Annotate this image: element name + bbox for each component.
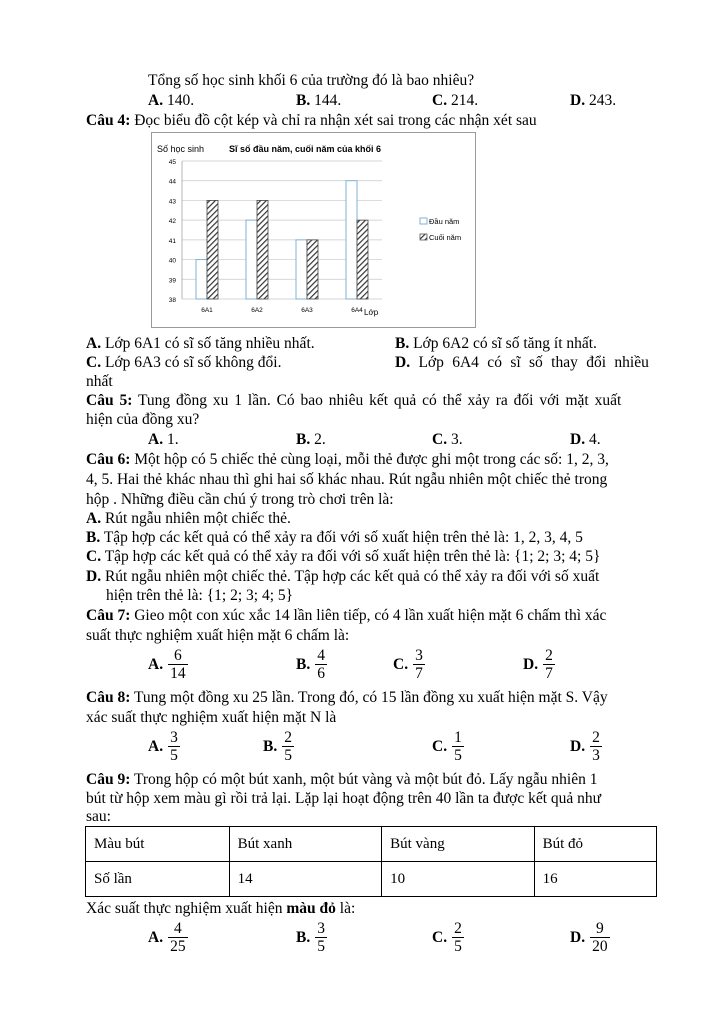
table-cell: Bút đỏ [534,827,656,862]
q6-question-line2: 4, 5. Hai thẻ khác nhau thì ghi hai số khác nhau. Rút ngẫu nhiên một chiếc thẻ trong [86,471,608,488]
q9-option-b: B. $\frac{3}{5}$ [296,920,325,955]
bar-cuoi-nam-6A4 [357,220,368,299]
q8-option-d: D. $\frac{2}{3}$ [570,729,600,764]
q8-question-line2: xác suất thực nghiệm xuất hiện mặt N là [86,709,337,726]
q9-question-line2: bút từ hộp xem màu gì rồi trả lại. Lặp lại hoạt động trên 40 lần ta được kết quả như [86,790,602,807]
q5-option-a: A. 1. [148,431,179,448]
q6-option-d: D. Rút ngẫu nhiên một chiếc thẻ. Tập hợp các kết quả có thể xảy ra đối với số xuất [86,568,600,585]
q9-option-c: C. $\frac{2}{5}$ [432,920,462,955]
q4-option-b: B. Lớp 6A2 có sĩ số tăng ít nhất. [395,335,597,352]
x-tick-label: 6A3 [301,307,313,314]
bar-dau-nam-6A3 [296,240,307,299]
q7-option-c: C. $\frac{3}{7}$ [393,647,423,682]
q3-option-b: B. 144. [296,92,342,109]
y-tick-label: 41 [168,237,176,245]
chart-ylabel: Số học sinh [157,144,205,154]
q9-prompt: Xác suất thực nghiệm xuất hiện màu đỏ là: [86,900,356,917]
bar-dau-nam-6A2 [246,220,257,299]
table-cell: Màu bút [86,827,230,862]
q3-option-a: A. 140. [148,92,195,109]
legend-swatch-cuoi-nam [420,234,427,240]
chart-svg [152,133,475,327]
bar-dau-nam-6A1 [196,260,207,299]
q6-question-line3: hộp . Những điều cần chú ý trong trò chơi trên là: [86,491,394,508]
q9-option-d: D. $\frac{9}{20}$ [570,920,608,955]
q5-question-line2: hiện của đồng xu? [86,411,200,428]
chart-title: Sĩ số đầu năm, cuối năm của khối 6 [229,144,382,154]
y-tick-label: 44 [168,178,176,186]
table-cell: 16 [534,862,656,897]
q5-option-c: C. 3. [432,431,463,448]
q6-option-d-cont: hiện trên thẻ là: {1; 2; 3; 4; 5} [106,587,294,604]
y-tick-label: 40 [168,257,176,265]
q4-option-a: A. Lớp 6A1 có sĩ số tăng nhiều nhất. [86,335,315,352]
q9-question-line3: sau: [86,808,111,825]
table-cell: 14 [229,862,382,897]
q9-option-a: A. $\frac{4}{25}$ [148,920,186,955]
x-tick-label: 6A4 [351,307,363,314]
q8-option-b: B. $\frac{2}{5}$ [263,729,292,764]
q9-table [85,826,657,897]
q7-question-line2: suất thực nghiệm xuất hiện mặt 6 chấm là: [86,627,350,644]
x-tick-label: 6A1 [201,307,213,314]
table-cell: Bút xanh [229,827,382,862]
q3-question-tail: Tổng số học sinh khối 6 của trường đó là bao nhiêu? [148,72,475,89]
y-tick-label: 38 [168,297,176,304]
q8-option-c: C. $\frac{1}{5}$ [432,729,462,764]
x-tick-label: 6A2 [251,307,263,314]
q6-option-c: C. Tập hợp các kết quả có thể xảy ra đối với số xuất hiện trên thẻ là: {1; 2; 3; 4; 5} [86,548,601,565]
q7-option-b: B. $\frac{4}{6}$ [296,647,325,682]
bar-cuoi-nam-6A1 [207,200,218,299]
table-cell: 10 [382,862,535,897]
y-tick-label: 39 [168,277,176,285]
q5-option-b: B. 2. [296,431,326,448]
q4-option-d: D. Lớp 6A4 có sĩ số thay đổi nhiều [395,354,649,371]
table-header-row [86,827,657,862]
q3-option-d: D. 243. [570,92,617,109]
q9-question-line1: Câu 9: Trong hộp có một bút xanh, một bút vàng và một bút đỏ. Lấy ngẫu nhiên 1 [86,771,598,788]
table-row [86,862,657,897]
table-cell: Bút vàng [382,827,535,862]
y-tick-label: 45 [168,159,176,166]
q8-question-line1: Câu 8: Tung một đồng xu 25 lần. Trong đó, có 15 lần đồng xu xuất hiện mặt S. Vậy [86,689,608,706]
q7-option-a: A. $\frac{6}{14}$ [148,647,186,682]
q6-option-b: B. Tập hợp các kết quả có thể xảy ra đối với số xuất hiện trên thẻ là: 1, 2, 3, 4, 5 [86,529,583,546]
legend-swatch-dau-nam [420,218,427,224]
q4-question: Câu 4: Đọc biểu đồ cột kép và chỉ ra nhận xét sai trong các nhận xét sau [86,112,537,129]
q4-option-d-cont: nhất [86,373,113,390]
q5-option-d: D. 4. [570,431,601,448]
q7-question-line1: Câu 7: Gieo một con xúc xắc 14 lần liên tiếp, có 4 lần xuất hiện mặt 6 chấm thì xác [86,607,607,624]
y-tick-label: 43 [168,198,176,206]
q4-option-c: C. Lớp 6A3 có sĩ số không đổi. [86,354,282,371]
q6-option-a: A. Rút ngẫu nhiên một chiếc thẻ. [86,510,291,527]
q7-option-d: D. $\frac{2}{7}$ [523,647,553,682]
bar-dau-nam-6A4 [346,181,357,299]
q6-question-line1: Câu 6: Một hộp có 5 chiếc thẻ cùng loại, mỗi thẻ được ghi một trong các số: 1, 2, 3, [86,451,609,468]
q5-question-line1: Câu 5: Tung đồng xu 1 lần. Có bao nhiêu kết quả có thể xảy ra đối với mặt xuất [86,392,622,409]
q8-option-a: A. $\frac{3}{5}$ [148,729,178,764]
q4-bar-chart [151,132,476,328]
chart-xlabel: Lớp [364,308,379,317]
q3-option-c: C. 214. [432,92,479,109]
y-tick-label: 42 [168,218,176,226]
legend-dau-nam: Đầu năm [429,217,460,226]
chart-legend [420,217,461,242]
bar-cuoi-nam-6A2 [257,200,268,299]
bar-cuoi-nam-6A3 [307,240,318,299]
legend-cuoi-nam: Cuối năm [429,233,462,242]
table-cell: Số lần [86,862,230,897]
